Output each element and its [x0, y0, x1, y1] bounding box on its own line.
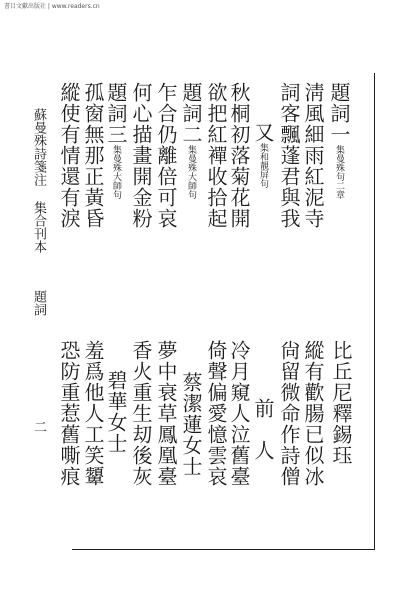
verse-column-22 [82, 82, 104, 229]
verse-column-7 [155, 340, 177, 487]
verse-note: 集曼殊大師句 [111, 145, 121, 199]
verse-note: 集曼殊大師句 [186, 145, 196, 199]
verse-text: 秋桐初落菊花開 [227, 82, 251, 229]
verse-text: 孤窗無那正黃昏 [81, 82, 105, 229]
verse-text: 碧華女士 [104, 370, 128, 454]
verse-column-6 [180, 372, 202, 477]
verse-column-17 [205, 82, 227, 229]
verse-text: 又 [251, 122, 275, 143]
verse-column-2 [278, 340, 300, 487]
verse-column-3 [252, 398, 274, 461]
verse-text: 夢中衰草鳳凰臺 [154, 340, 178, 487]
verse-column-10 [82, 340, 104, 487]
verse-text: 冷月窺人泣舊臺 [227, 340, 251, 487]
verse-column-8 [130, 340, 152, 487]
verse-text: 比丘尼釋錫珏 [329, 340, 353, 466]
verse-text: 香火重生刧後灰 [129, 340, 153, 487]
verse-text: 縱使有情還有淚 [57, 82, 81, 229]
verse-text: 題詞三 [104, 82, 128, 145]
verse-text: 詞客飄蓬君與我 [277, 82, 301, 229]
book-title: 蘇曼殊詩箋注 集合刊本 [31, 108, 46, 253]
verse-column-18 [180, 82, 202, 199]
verse-note: 集和靚屏句 [258, 143, 268, 188]
verse-text: 羞爲他人工笑顰 [81, 340, 105, 487]
verse-column-15 [252, 122, 274, 188]
verse-text: 尙留微命作詩僧 [277, 340, 301, 487]
verse-text: 前 人 [251, 398, 275, 461]
verse-column-14 [278, 82, 300, 229]
verse-text: 恐防重惹舊嘶痕 [57, 340, 81, 487]
verse-text: 淸風細雨紅泥寺 [301, 82, 325, 229]
verse-column-20 [130, 82, 152, 229]
verse-column-9 [105, 370, 127, 454]
page-number: 二 [31, 420, 46, 433]
verse-text: 題詞二 [179, 82, 203, 145]
verse-text: 題詞一 [327, 82, 351, 145]
verse-column-0 [330, 340, 352, 466]
verse-column-1 [302, 340, 324, 487]
verse-column-13 [302, 82, 324, 229]
verse-text: 蔡潔蓮女士 [179, 372, 203, 477]
verse-column-21 [105, 82, 127, 199]
verse-note: 集曼殊句二章 [334, 145, 344, 199]
verse-column-4 [228, 340, 250, 487]
verse-text: 欲把紅襌收拾起 [204, 82, 228, 229]
verse-text: 縱有歡腸已似冰 [301, 340, 325, 487]
verse-column-19 [155, 82, 177, 229]
verse-column-16 [228, 82, 250, 229]
verse-column-23 [58, 82, 80, 229]
verse-text: 乍合仍離倍可哀 [154, 82, 178, 229]
library-stamp: 書目文獻出版社 | www.readers.cn [4, 3, 100, 10]
verse-column-11 [58, 340, 80, 487]
verse-text: 倚聲偏愛憶雲哀 [204, 340, 228, 487]
verse-column-5 [205, 340, 227, 487]
section-label: 題詞 [31, 290, 46, 316]
verse-text: 何心描畫開金粉 [129, 82, 153, 229]
verse-column-12 [328, 82, 350, 199]
